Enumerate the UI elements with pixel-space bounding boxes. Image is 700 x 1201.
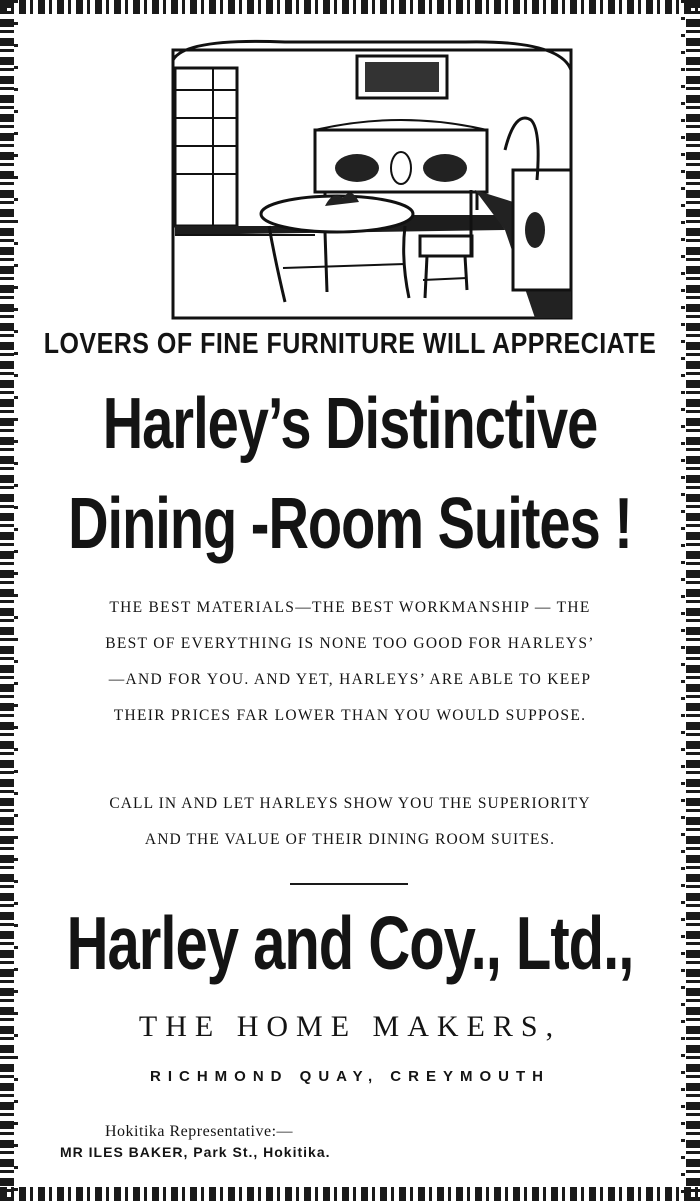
headline-distinctive: Harley’s Distinctive bbox=[102, 381, 598, 464]
body-line: BEST OF EVERYTHING IS NONE TOO GOOD FOR HARLEYS’ bbox=[105, 635, 595, 652]
representative-name: MR ILES BAKER, Park St., Hokitika. bbox=[60, 1144, 331, 1160]
headline-dining-room: Dining -Room Suites ! bbox=[68, 481, 632, 564]
body-line: CALL IN AND LET HARLEYS SHOW YOU THE SUPERIORITY bbox=[109, 795, 591, 812]
body-line: THEIR PRICES FAR LOWER THAN YOU WOULD SUPPOSE. bbox=[113, 707, 587, 724]
divider-rule bbox=[290, 883, 408, 885]
right-border bbox=[686, 0, 700, 1201]
representative-label: Hokitika Representative:— bbox=[105, 1123, 294, 1140]
body-line: —AND FOR YOU. AND YET, HARLEYS’ ARE ABLE TO KEEP bbox=[108, 671, 592, 688]
dining-room-illustration bbox=[165, 30, 577, 322]
bottom-border bbox=[0, 1187, 700, 1201]
top-border bbox=[0, 0, 700, 14]
company-tagline: THE HOME MAKERS, bbox=[138, 1010, 562, 1043]
body-paragraph-quality bbox=[40, 590, 660, 734]
company-name: Harley and Coy., Ltd., bbox=[66, 901, 634, 986]
company-address: RICHMOND QUAY, CREYMOUTH bbox=[150, 1068, 550, 1085]
body-paragraph-call-in bbox=[40, 786, 660, 858]
body-line: AND THE VALUE OF THEIR DINING ROOM SUITES. bbox=[144, 831, 556, 848]
left-border bbox=[0, 0, 14, 1201]
body-line: THE BEST MATERIALS—THE BEST WORKMANSHIP — THE bbox=[109, 599, 591, 616]
intro-line: LOVERS OF FINE FURNITURE WILL APPRECIATE bbox=[43, 327, 657, 361]
